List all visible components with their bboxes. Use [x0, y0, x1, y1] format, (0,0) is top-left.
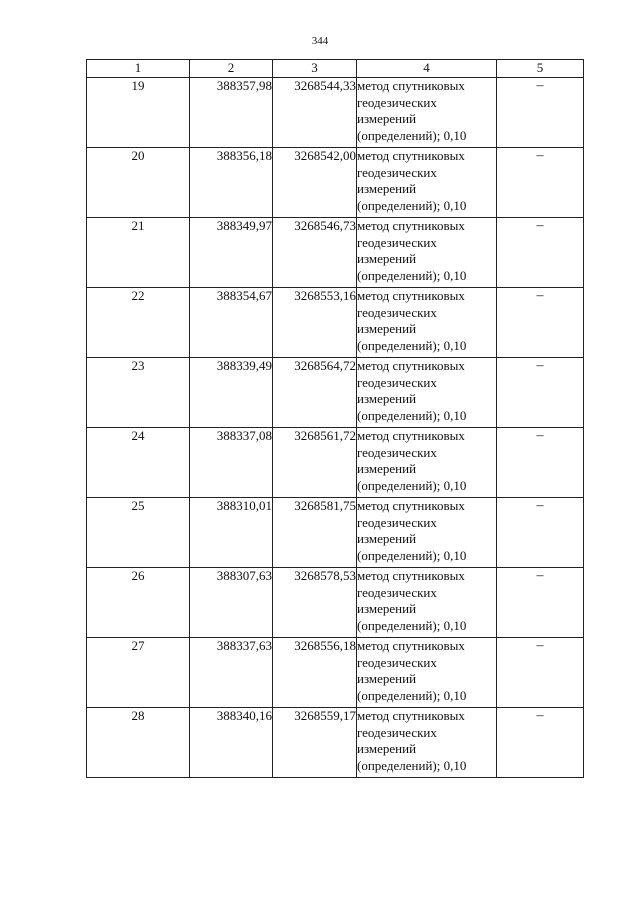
x-coordinate-cell: 388339,49 [190, 358, 273, 428]
method-cell: метод спутниковых геодезических измерений (определений); 0,10 [357, 148, 497, 218]
column-5-cell: – [497, 428, 584, 498]
method-cell: метод спутниковых геодезических измерений (определений); 0,10 [357, 708, 497, 778]
table-row [87, 498, 584, 568]
y-coordinate-cell: 3268581,75 [273, 498, 357, 568]
table-row [87, 288, 584, 358]
point-number-cell: 20 [87, 148, 190, 218]
y-coordinate-cell: 3268542,00 [273, 148, 357, 218]
column-5-cell: – [497, 218, 584, 288]
method-cell: метод спутниковых геодезических измерений (определений); 0,10 [357, 568, 497, 638]
y-coordinate-cell: 3268544,33 [273, 78, 357, 148]
y-coordinate-cell: 3268553,16 [273, 288, 357, 358]
column-5-cell: – [497, 148, 584, 218]
x-coordinate-cell: 388310,01 [190, 498, 273, 568]
x-coordinate-cell: 388356,18 [190, 148, 273, 218]
point-number-cell: 26 [87, 568, 190, 638]
table-row [87, 78, 584, 148]
table-row [87, 148, 584, 218]
x-coordinate-cell: 388337,08 [190, 428, 273, 498]
column-header-2: 2 [190, 60, 273, 78]
point-number-cell: 25 [87, 498, 190, 568]
point-number-cell: 24 [87, 428, 190, 498]
point-number-cell: 21 [87, 218, 190, 288]
point-number-cell: 19 [87, 78, 190, 148]
x-coordinate-cell: 388354,67 [190, 288, 273, 358]
table-row [87, 568, 584, 638]
column-5-cell: – [497, 498, 584, 568]
point-number-cell: 23 [87, 358, 190, 428]
method-cell: метод спутниковых геодезических измерений (определений); 0,10 [357, 428, 497, 498]
y-coordinate-cell: 3268546,73 [273, 218, 357, 288]
method-cell: метод спутниковых геодезических измерений (определений); 0,10 [357, 638, 497, 708]
column-5-cell: – [497, 358, 584, 428]
column-5-cell: – [497, 568, 584, 638]
table-row [87, 428, 584, 498]
y-coordinate-cell: 3268559,17 [273, 708, 357, 778]
method-cell: метод спутниковых геодезических измерений (определений); 0,10 [357, 498, 497, 568]
method-cell: метод спутниковых геодезических измерений (определений); 0,10 [357, 218, 497, 288]
x-coordinate-cell: 388340,16 [190, 708, 273, 778]
column-5-cell: – [497, 708, 584, 778]
column-header-5: 5 [497, 60, 584, 78]
page-number: 344 [311, 35, 329, 47]
point-number-cell: 27 [87, 638, 190, 708]
column-5-cell: – [497, 288, 584, 358]
column-header-1: 1 [87, 60, 190, 78]
point-number-cell: 28 [87, 708, 190, 778]
table-row [87, 218, 584, 288]
coordinates-table [86, 59, 584, 778]
y-coordinate-cell: 3268561,72 [273, 428, 357, 498]
column-header-4: 4 [357, 60, 497, 78]
table-row [87, 638, 584, 708]
table-header-row [87, 60, 584, 78]
y-coordinate-cell: 3268578,53 [273, 568, 357, 638]
y-coordinate-cell: 3268564,72 [273, 358, 357, 428]
method-cell: метод спутниковых геодезических измерений (определений); 0,10 [357, 358, 497, 428]
column-header-3: 3 [273, 60, 357, 78]
point-number-cell: 22 [87, 288, 190, 358]
table-row [87, 708, 584, 778]
method-cell: метод спутниковых геодезических измерений (определений); 0,10 [357, 78, 497, 148]
column-5-cell: – [497, 638, 584, 708]
column-5-cell: – [497, 78, 584, 148]
x-coordinate-cell: 388349,97 [190, 218, 273, 288]
table-row [87, 358, 584, 428]
x-coordinate-cell: 388357,98 [190, 78, 273, 148]
x-coordinate-cell: 388307,63 [190, 568, 273, 638]
method-cell: метод спутниковых геодезических измерений (определений); 0,10 [357, 288, 497, 358]
x-coordinate-cell: 388337,63 [190, 638, 273, 708]
y-coordinate-cell: 3268556,18 [273, 638, 357, 708]
